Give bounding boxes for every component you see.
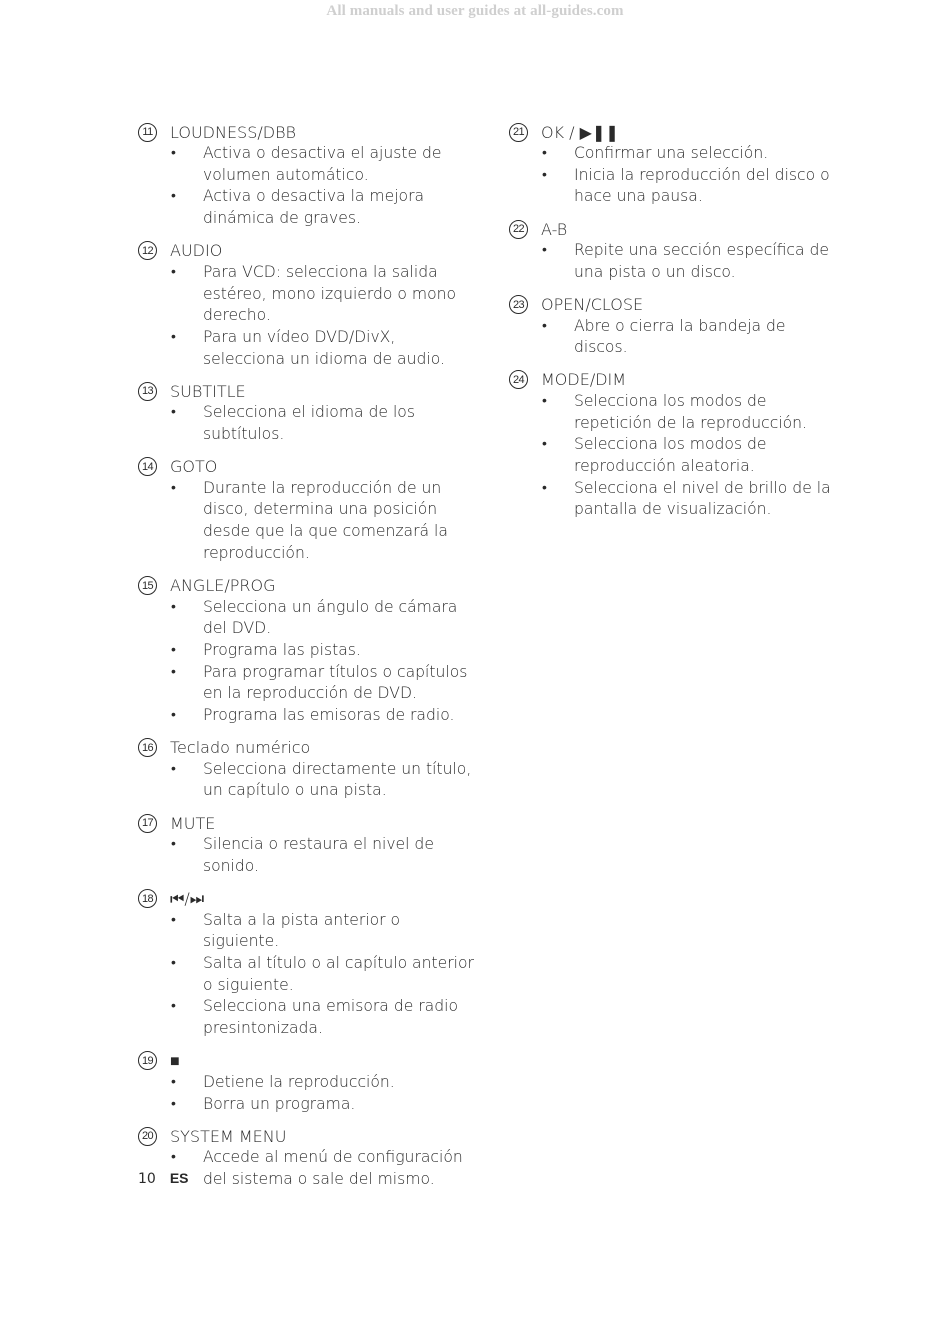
entry-12 bbox=[138, 240, 478, 371]
bullet-item: • Selecciona los modos de reproducción aleatoria. bbox=[509, 434, 839, 477]
entry-13 bbox=[138, 380, 478, 445]
entry-heading bbox=[138, 121, 478, 143]
entry-title: OK / ▶❚❚ bbox=[541, 122, 619, 142]
bullet-item: • Para programar títulos o capítulos en la reproducción de DVD. bbox=[138, 662, 478, 705]
circled-number: 15 bbox=[138, 576, 157, 595]
circled-number: 11 bbox=[138, 123, 157, 142]
bullet-item: • Selecciona los modos de repetición de la reproducción. bbox=[509, 391, 839, 434]
bullet-list bbox=[509, 316, 839, 359]
entry-21 bbox=[509, 121, 839, 208]
entry-heading bbox=[509, 218, 839, 240]
bullet-item: • Detiene la reproducción. bbox=[138, 1072, 478, 1094]
entry-18 bbox=[138, 888, 478, 1040]
circled-number: 19 bbox=[138, 1051, 157, 1070]
circled-number: 24 bbox=[509, 370, 528, 389]
circled-number: 16 bbox=[138, 738, 157, 757]
left-column bbox=[138, 121, 478, 1201]
entry-heading bbox=[138, 380, 478, 402]
circled-number: 23 bbox=[509, 295, 528, 314]
watermark: All manuals and user guides at all-guides.com bbox=[326, 3, 624, 19]
bullet-item: • Selecciona directamente un título, un capítulo o una pista. bbox=[138, 759, 478, 802]
bullet-item: • Abre o cierra la bandeja de discos. bbox=[509, 316, 839, 359]
entry-title: A-B bbox=[541, 219, 568, 239]
entry-heading bbox=[138, 575, 478, 597]
bullet-item: • Borra un programa. bbox=[138, 1094, 478, 1116]
bullet-item: • Activa o desactiva el ajuste de volumen automático. bbox=[138, 143, 478, 186]
entry-heading bbox=[138, 812, 478, 834]
entry-19 bbox=[138, 1050, 478, 1115]
right-column bbox=[509, 121, 839, 531]
bullet-item: • Accede al menú de configuración del sistema o sale del mismo. bbox=[138, 1147, 478, 1190]
bullet-item: • Selecciona una emisora de radio presintonizada. bbox=[138, 996, 478, 1039]
bullet-list bbox=[509, 391, 839, 521]
entry-heading bbox=[138, 1050, 478, 1072]
bullet-item: • Silencia o restaura el nivel de sonido. bbox=[138, 834, 478, 877]
entry-23 bbox=[509, 294, 839, 359]
entry-title: MODE/DIM bbox=[541, 370, 627, 390]
entry-title: MUTE bbox=[170, 813, 216, 833]
bullet-item: • Repite una sección específica de una pista o un disco. bbox=[509, 240, 839, 283]
entry-20 bbox=[138, 1125, 478, 1190]
entry-title: ANGLE/PROG bbox=[170, 576, 276, 596]
page-footer bbox=[138, 1170, 189, 1187]
entry-heading bbox=[138, 1125, 478, 1147]
circled-number: 13 bbox=[138, 382, 157, 401]
entry-title: ■ bbox=[170, 1050, 180, 1070]
bullet-list bbox=[138, 402, 478, 445]
entry-title: AUDIO bbox=[170, 241, 223, 261]
bullet-list bbox=[138, 262, 478, 371]
bullet-list bbox=[138, 597, 478, 727]
page-number: 10 bbox=[138, 1171, 156, 1187]
entry-title: GOTO bbox=[170, 457, 218, 477]
language-code: ES bbox=[169, 1170, 189, 1186]
bullet-item: • Confirmar una selección. bbox=[509, 143, 839, 165]
entry-11 bbox=[138, 121, 478, 230]
circled-number: 14 bbox=[138, 457, 157, 476]
circled-number: 17 bbox=[138, 814, 157, 833]
bullet-list bbox=[138, 910, 478, 1040]
circled-number: 12 bbox=[138, 241, 157, 260]
entry-title: SYSTEM MENU bbox=[170, 1126, 287, 1146]
bullet-item: • Selecciona un ángulo de cámara del DVD. bbox=[138, 597, 478, 640]
bullet-item: • Inicia la reproducción del disco o hace una pausa. bbox=[509, 165, 839, 208]
entry-heading bbox=[509, 294, 839, 316]
entry-title: LOUDNESS/DBB bbox=[170, 122, 297, 142]
bullet-item: • Para un vídeo DVD/DivX, selecciona un idioma de audio. bbox=[138, 327, 478, 370]
entry-title: OPEN/CLOSE bbox=[541, 295, 644, 315]
entry-heading bbox=[138, 240, 478, 262]
circled-number: 20 bbox=[138, 1127, 157, 1146]
bullet-list bbox=[138, 1147, 478, 1190]
entry-title: Teclado numérico bbox=[170, 738, 311, 758]
bullet-list bbox=[138, 834, 478, 877]
entry-heading bbox=[138, 737, 478, 759]
entry-17 bbox=[138, 812, 478, 877]
bullet-list bbox=[138, 478, 478, 565]
bullet-item: • Para VCD: selecciona la salida estéreo, mono izquierdo o mono derecho. bbox=[138, 262, 478, 327]
entry-heading bbox=[509, 369, 839, 391]
bullet-list bbox=[138, 759, 478, 802]
entry-16 bbox=[138, 737, 478, 802]
bullet-item: • Durante la reproducción de un disco, determina una posición desde que la que comenzará la reproducción. bbox=[138, 478, 478, 565]
bullet-list bbox=[138, 143, 478, 230]
entry-15 bbox=[138, 575, 478, 727]
circled-number: 22 bbox=[509, 220, 528, 239]
bullet-item: • Salta al título o al capítulo anterior o siguiente. bbox=[138, 953, 478, 996]
entry-title: ⏮/⏭ bbox=[170, 888, 205, 908]
entry-14 bbox=[138, 456, 478, 565]
bullet-item: • Activa o desactiva la mejora dinámica de graves. bbox=[138, 186, 478, 229]
circled-number: 18 bbox=[138, 889, 157, 908]
circled-number: 21 bbox=[509, 123, 528, 142]
entry-22 bbox=[509, 218, 839, 283]
entry-heading bbox=[138, 456, 478, 478]
bullet-list bbox=[509, 240, 839, 283]
bullet-item: • Selecciona el idioma de los subtítulos. bbox=[138, 402, 478, 445]
entry-title: SUBTITLE bbox=[170, 381, 246, 401]
entry-24 bbox=[509, 369, 839, 521]
bullet-item: • Programa las pistas. bbox=[138, 640, 478, 662]
bullet-list bbox=[138, 1072, 478, 1115]
bullet-item: • Programa las emisoras de radio. bbox=[138, 705, 478, 727]
bullet-item: • Salta a la pista anterior o siguiente. bbox=[138, 910, 478, 953]
bullet-item: • Selecciona el nivel de brillo de la pantalla de visualización. bbox=[509, 478, 839, 521]
entry-heading bbox=[138, 888, 478, 910]
entry-heading bbox=[509, 121, 839, 143]
bullet-list bbox=[509, 143, 839, 208]
